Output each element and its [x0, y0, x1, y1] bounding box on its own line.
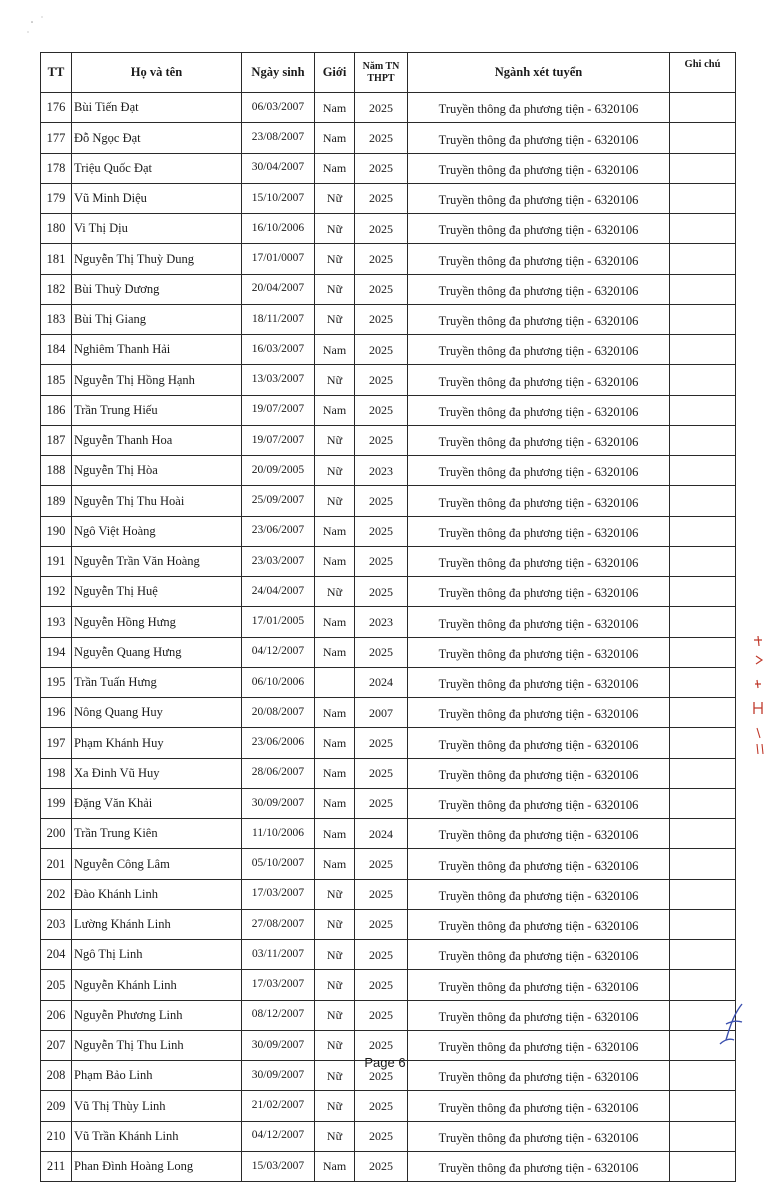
header-name: Họ và tên	[72, 53, 242, 93]
row-tt: 199	[41, 788, 72, 818]
row-name: Nguyễn Thị Hồng Hạnh	[72, 365, 242, 395]
row-note	[670, 425, 736, 455]
row-dob: 04/12/2007	[242, 637, 315, 667]
row-sex: Nữ	[315, 214, 355, 244]
row-dob: 06/03/2007	[242, 93, 315, 123]
row-note	[670, 153, 736, 183]
row-sex: Nam	[315, 123, 355, 153]
table-row	[41, 970, 736, 1000]
row-graduation-year: 2023	[355, 456, 408, 486]
row-dob: 05/10/2007	[242, 849, 315, 879]
table-row	[41, 637, 736, 667]
row-graduation-year: 2025	[355, 486, 408, 516]
row-name: Phan Đình Hoàng Long	[72, 1151, 242, 1181]
row-tt: 208	[41, 1061, 72, 1091]
scan-specks	[20, 8, 60, 38]
row-name: Nguyễn Thị Hòa	[72, 456, 242, 486]
row-graduation-year: 2025	[355, 153, 408, 183]
row-sex: Nữ	[315, 1030, 355, 1060]
row-dob: 20/09/2005	[242, 456, 315, 486]
row-sex: Nữ	[315, 1121, 355, 1151]
row-sex: Nữ	[315, 365, 355, 395]
row-name: Phạm Bảo Linh	[72, 1061, 242, 1091]
table-row	[41, 728, 736, 758]
admission-list-table	[40, 52, 736, 1182]
row-tt: 195	[41, 667, 72, 697]
table-row	[41, 456, 736, 486]
row-major: Truyền thông đa phương tiện - 6320106	[408, 304, 670, 334]
row-sex	[315, 667, 355, 697]
row-note	[670, 970, 736, 1000]
row-tt: 202	[41, 879, 72, 909]
row-dob: 08/12/2007	[242, 1000, 315, 1030]
row-dob: 13/03/2007	[242, 365, 315, 395]
row-major: Truyền thông đa phương tiện - 6320106	[408, 516, 670, 546]
row-major: Truyền thông đa phương tiện - 6320106	[408, 970, 670, 1000]
table-row	[41, 274, 736, 304]
header-graduation-year-line1: Năm TN	[362, 61, 400, 72]
row-major: Truyền thông đa phương tiện - 6320106	[408, 637, 670, 667]
row-sex: Nữ	[315, 1000, 355, 1030]
row-dob: 21/02/2007	[242, 1091, 315, 1121]
row-major: Truyền thông đa phương tiện - 6320106	[408, 758, 670, 788]
row-sex: Nam	[315, 516, 355, 546]
row-dob: 27/08/2007	[242, 909, 315, 939]
table-row	[41, 1151, 736, 1181]
row-tt: 206	[41, 1000, 72, 1030]
row-tt: 188	[41, 456, 72, 486]
row-major: Truyền thông đa phương tiện - 6320106	[408, 1091, 670, 1121]
table-row	[41, 304, 736, 334]
row-tt: 209	[41, 1091, 72, 1121]
row-major: Truyền thông đa phương tiện - 6320106	[408, 365, 670, 395]
row-sex: Nam	[315, 395, 355, 425]
row-dob: 25/09/2007	[242, 486, 315, 516]
row-note	[670, 909, 736, 939]
row-note	[670, 577, 736, 607]
row-note	[670, 1151, 736, 1181]
row-graduation-year: 2025	[355, 879, 408, 909]
row-tt: 196	[41, 698, 72, 728]
row-graduation-year: 2025	[355, 93, 408, 123]
table-row	[41, 667, 736, 697]
row-major: Truyền thông đa phương tiện - 6320106	[408, 214, 670, 244]
row-major: Truyền thông đa phương tiện - 6320106	[408, 153, 670, 183]
row-tt: 178	[41, 153, 72, 183]
table-row	[41, 698, 736, 728]
table-row	[41, 819, 736, 849]
table-row	[41, 244, 736, 274]
row-sex: Nữ	[315, 970, 355, 1000]
row-tt: 211	[41, 1151, 72, 1181]
row-graduation-year: 2025	[355, 637, 408, 667]
row-graduation-year: 2025	[355, 304, 408, 334]
row-dob: 19/07/2007	[242, 425, 315, 455]
row-dob: 20/08/2007	[242, 698, 315, 728]
row-note	[670, 486, 736, 516]
row-tt: 205	[41, 970, 72, 1000]
row-dob: 16/03/2007	[242, 335, 315, 365]
row-graduation-year: 2025	[355, 849, 408, 879]
row-name: Vũ Trần Khánh Linh	[72, 1121, 242, 1151]
row-graduation-year: 2025	[355, 546, 408, 576]
row-name: Nguyễn Thanh Hoa	[72, 425, 242, 455]
row-name: Nguyễn Khánh Linh	[72, 970, 242, 1000]
row-name: Bùi Tiến Đạt	[72, 93, 242, 123]
row-sex: Nữ	[315, 456, 355, 486]
header-graduation-year	[355, 53, 408, 93]
table-row	[41, 849, 736, 879]
row-note	[670, 395, 736, 425]
row-sex: Nam	[315, 637, 355, 667]
row-major: Truyền thông đa phương tiện - 6320106	[408, 395, 670, 425]
row-name: Ngô Việt Hoàng	[72, 516, 242, 546]
row-dob: 15/03/2007	[242, 1151, 315, 1181]
table-row	[41, 365, 736, 395]
row-tt: 201	[41, 849, 72, 879]
row-tt: 203	[41, 909, 72, 939]
row-name: Nguyễn Quang Hưng	[72, 637, 242, 667]
row-graduation-year: 2025	[355, 577, 408, 607]
row-graduation-year: 2025	[355, 909, 408, 939]
row-name: Nguyễn Phương Linh	[72, 1000, 242, 1030]
row-major: Truyền thông đa phương tiện - 6320106	[408, 1000, 670, 1030]
table-row	[41, 425, 736, 455]
row-tt: 204	[41, 940, 72, 970]
row-major: Truyền thông đa phương tiện - 6320106	[408, 577, 670, 607]
row-sex: Nam	[315, 335, 355, 365]
row-name: Triệu Quốc Đạt	[72, 153, 242, 183]
row-note	[670, 819, 736, 849]
page-number: Page 6	[364, 1055, 406, 1070]
row-major: Truyền thông đa phương tiện - 6320106	[408, 244, 670, 274]
table-row	[41, 879, 736, 909]
table-body	[41, 93, 736, 1182]
row-name: Lường Khánh Linh	[72, 909, 242, 939]
row-tt: 194	[41, 637, 72, 667]
row-name: Nguyễn Thị Thuỳ Dung	[72, 244, 242, 274]
row-note	[670, 667, 736, 697]
row-note	[670, 1091, 736, 1121]
row-graduation-year: 2025	[355, 183, 408, 213]
row-name: Nghiêm Thanh Hải	[72, 335, 242, 365]
row-graduation-year: 2025	[355, 244, 408, 274]
row-note	[670, 123, 736, 153]
row-major: Truyền thông đa phương tiện - 6320106	[408, 1061, 670, 1091]
row-sex: Nữ	[315, 1091, 355, 1121]
row-note	[670, 516, 736, 546]
row-tt: 197	[41, 728, 72, 758]
row-dob: 03/11/2007	[242, 940, 315, 970]
row-major: Truyền thông đa phương tiện - 6320106	[408, 667, 670, 697]
row-dob: 17/01/2005	[242, 607, 315, 637]
row-tt: 207	[41, 1030, 72, 1060]
row-graduation-year: 2025	[355, 788, 408, 818]
row-name: Phạm Khánh Huy	[72, 728, 242, 758]
row-tt: 179	[41, 183, 72, 213]
table-row	[41, 758, 736, 788]
row-dob: 23/08/2007	[242, 123, 315, 153]
row-name: Nguyễn Công Lâm	[72, 849, 242, 879]
row-graduation-year: 2025	[355, 1121, 408, 1151]
row-dob: 30/09/2007	[242, 1030, 315, 1060]
margin-handwriting	[744, 630, 770, 770]
row-tt: 193	[41, 607, 72, 637]
row-note	[670, 335, 736, 365]
row-sex: Nữ	[315, 244, 355, 274]
row-name: Bùi Thị Giang	[72, 304, 242, 334]
row-name: Nguyễn Thị Huệ	[72, 577, 242, 607]
row-tt: 192	[41, 577, 72, 607]
row-major: Truyền thông đa phương tiện - 6320106	[408, 425, 670, 455]
row-dob: 30/09/2007	[242, 1061, 315, 1091]
row-dob: 23/06/2007	[242, 516, 315, 546]
row-graduation-year: 2025	[355, 365, 408, 395]
row-note	[670, 244, 736, 274]
row-note	[670, 940, 736, 970]
row-name: Nguyễn Thị Thu Hoài	[72, 486, 242, 516]
row-major: Truyền thông đa phương tiện - 6320106	[408, 93, 670, 123]
row-sex: Nữ	[315, 183, 355, 213]
header-dob: Ngày sinh	[242, 53, 315, 93]
row-tt: 176	[41, 93, 72, 123]
row-major: Truyền thông đa phương tiện - 6320106	[408, 335, 670, 365]
row-dob: 18/11/2007	[242, 304, 315, 334]
row-dob: 17/03/2007	[242, 879, 315, 909]
row-tt: 189	[41, 486, 72, 516]
row-sex: Nữ	[315, 940, 355, 970]
row-sex: Nam	[315, 788, 355, 818]
row-graduation-year: 2025	[355, 1000, 408, 1030]
row-sex: Nam	[315, 93, 355, 123]
row-graduation-year: 2025	[355, 1061, 408, 1091]
row-name: Nguyễn Thị Thu Linh	[72, 1030, 242, 1060]
row-major: Truyền thông đa phương tiện - 6320106	[408, 788, 670, 818]
row-tt: 190	[41, 516, 72, 546]
row-name: Vũ Thị Thùy Linh	[72, 1091, 242, 1121]
table-row	[41, 335, 736, 365]
row-dob: 23/03/2007	[242, 546, 315, 576]
row-tt: 191	[41, 546, 72, 576]
table-row	[41, 607, 736, 637]
row-major: Truyền thông đa phương tiện - 6320106	[408, 849, 670, 879]
row-graduation-year: 2025	[355, 274, 408, 304]
row-major: Truyền thông đa phương tiện - 6320106	[408, 940, 670, 970]
row-note	[670, 849, 736, 879]
row-graduation-year: 2025	[355, 335, 408, 365]
row-sex: Nữ	[315, 577, 355, 607]
row-note	[670, 879, 736, 909]
row-dob: 04/12/2007	[242, 1121, 315, 1151]
row-major: Truyền thông đa phương tiện - 6320106	[408, 123, 670, 153]
row-graduation-year: 2024	[355, 667, 408, 697]
row-major: Truyền thông đa phương tiện - 6320106	[408, 607, 670, 637]
row-tt: 185	[41, 365, 72, 395]
row-tt: 184	[41, 335, 72, 365]
row-sex: Nam	[315, 728, 355, 758]
row-graduation-year: 2025	[355, 940, 408, 970]
row-tt: 198	[41, 758, 72, 788]
header-sex: Giới	[315, 53, 355, 93]
table-row	[41, 1121, 736, 1151]
row-note	[670, 637, 736, 667]
row-name: Nguyễn Trần Văn Hoàng	[72, 546, 242, 576]
row-tt: 183	[41, 304, 72, 334]
row-dob: 06/10/2006	[242, 667, 315, 697]
row-name: Đỗ Ngọc Đạt	[72, 123, 242, 153]
row-sex: Nữ	[315, 1061, 355, 1091]
row-sex: Nam	[315, 849, 355, 879]
table-row	[41, 93, 736, 123]
row-graduation-year: 2025	[355, 395, 408, 425]
row-sex: Nữ	[315, 274, 355, 304]
table-row	[41, 577, 736, 607]
row-dob: 30/04/2007	[242, 153, 315, 183]
row-major: Truyền thông đa phương tiện - 6320106	[408, 183, 670, 213]
row-note	[670, 93, 736, 123]
table-row	[41, 123, 736, 153]
row-graduation-year: 2025	[355, 1030, 408, 1060]
row-major: Truyền thông đa phương tiện - 6320106	[408, 728, 670, 758]
row-name: Nông Quang Huy	[72, 698, 242, 728]
row-graduation-year: 2025	[355, 425, 408, 455]
row-sex: Nữ	[315, 425, 355, 455]
table-header-row	[41, 53, 736, 93]
row-note	[670, 788, 736, 818]
table-row	[41, 909, 736, 939]
row-graduation-year: 2024	[355, 819, 408, 849]
table-row	[41, 486, 736, 516]
row-note	[670, 546, 736, 576]
row-dob: 23/06/2006	[242, 728, 315, 758]
row-name: Đào Khánh Linh	[72, 879, 242, 909]
row-tt: 186	[41, 395, 72, 425]
table-row	[41, 1091, 736, 1121]
row-sex: Nữ	[315, 486, 355, 516]
table-row	[41, 395, 736, 425]
row-major: Truyền thông đa phương tiện - 6320106	[408, 698, 670, 728]
row-graduation-year: 2025	[355, 123, 408, 153]
row-sex: Nữ	[315, 879, 355, 909]
row-note	[670, 214, 736, 244]
row-name: Bùi Thuỳ Dương	[72, 274, 242, 304]
row-tt: 180	[41, 214, 72, 244]
row-sex: Nam	[315, 1151, 355, 1181]
row-sex: Nữ	[315, 304, 355, 334]
row-tt: 200	[41, 819, 72, 849]
row-sex: Nữ	[315, 909, 355, 939]
row-note	[670, 274, 736, 304]
row-note	[670, 607, 736, 637]
row-name: Đặng Văn Khải	[72, 788, 242, 818]
row-major: Truyền thông đa phương tiện - 6320106	[408, 546, 670, 576]
row-dob: 17/03/2007	[242, 970, 315, 1000]
row-sex: Nam	[315, 546, 355, 576]
row-note	[670, 183, 736, 213]
table-row	[41, 1000, 736, 1030]
row-note	[670, 304, 736, 334]
row-graduation-year: 2025	[355, 758, 408, 788]
row-major: Truyền thông đa phương tiện - 6320106	[408, 456, 670, 486]
row-dob: 30/09/2007	[242, 788, 315, 818]
row-graduation-year: 2025	[355, 516, 408, 546]
row-tt: 177	[41, 123, 72, 153]
table-row	[41, 546, 736, 576]
row-name: Trần Tuấn Hưng	[72, 667, 242, 697]
row-name: Nguyễn Hồng Hưng	[72, 607, 242, 637]
header-tt: TT	[41, 53, 72, 93]
row-note	[670, 456, 736, 486]
row-sex: Nam	[315, 153, 355, 183]
row-graduation-year: 2007	[355, 698, 408, 728]
row-dob: 19/07/2007	[242, 395, 315, 425]
row-graduation-year: 2023	[355, 607, 408, 637]
row-name: Trần Trung Hiếu	[72, 395, 242, 425]
row-name: Ngô Thị Linh	[72, 940, 242, 970]
row-note	[670, 1121, 736, 1151]
row-dob: 15/10/2007	[242, 183, 315, 213]
row-sex: Nam	[315, 698, 355, 728]
row-sex: Nam	[315, 819, 355, 849]
row-graduation-year: 2025	[355, 214, 408, 244]
row-major: Truyền thông đa phương tiện - 6320106	[408, 486, 670, 516]
row-note	[670, 758, 736, 788]
table-row	[41, 788, 736, 818]
row-sex: Nam	[315, 758, 355, 788]
row-major: Truyền thông đa phương tiện - 6320106	[408, 819, 670, 849]
row-major: Truyền thông đa phương tiện - 6320106	[408, 879, 670, 909]
table-row	[41, 214, 736, 244]
row-tt: 187	[41, 425, 72, 455]
row-name: Xa Đinh Vũ Huy	[72, 758, 242, 788]
row-dob: 11/10/2006	[242, 819, 315, 849]
table-row	[41, 183, 736, 213]
row-dob: 24/04/2007	[242, 577, 315, 607]
header-graduation-year-line2: THPT	[367, 72, 395, 84]
row-major: Truyền thông đa phương tiện - 6320106	[408, 1151, 670, 1181]
row-graduation-year: 2025	[355, 1151, 408, 1181]
row-name: Vũ Minh Diệu	[72, 183, 242, 213]
row-name: Trần Trung Kiên	[72, 819, 242, 849]
signature-mark	[712, 1000, 752, 1046]
row-note	[670, 698, 736, 728]
row-dob: 17/01/0007	[242, 244, 315, 274]
row-graduation-year: 2025	[355, 970, 408, 1000]
row-major: Truyền thông đa phương tiện - 6320106	[408, 909, 670, 939]
row-dob: 28/06/2007	[242, 758, 315, 788]
row-sex: Nam	[315, 607, 355, 637]
row-dob: 20/04/2007	[242, 274, 315, 304]
table-row	[41, 516, 736, 546]
row-graduation-year: 2025	[355, 1091, 408, 1121]
row-dob: 16/10/2006	[242, 214, 315, 244]
row-major: Truyền thông đa phương tiện - 6320106	[408, 1121, 670, 1151]
header-major: Ngành xét tuyển	[408, 53, 670, 93]
row-tt: 210	[41, 1121, 72, 1151]
row-major: Truyền thông đa phương tiện - 6320106	[408, 274, 670, 304]
row-name: Vi Thị Dịu	[72, 214, 242, 244]
table-row	[41, 940, 736, 970]
row-note	[670, 728, 736, 758]
row-major: Truyền thông đa phương tiện - 6320106	[408, 1030, 670, 1060]
row-graduation-year: 2025	[355, 728, 408, 758]
table-row	[41, 153, 736, 183]
row-tt: 182	[41, 274, 72, 304]
row-note	[670, 365, 736, 395]
row-tt: 181	[41, 244, 72, 274]
header-note: Ghi chú	[670, 53, 736, 93]
